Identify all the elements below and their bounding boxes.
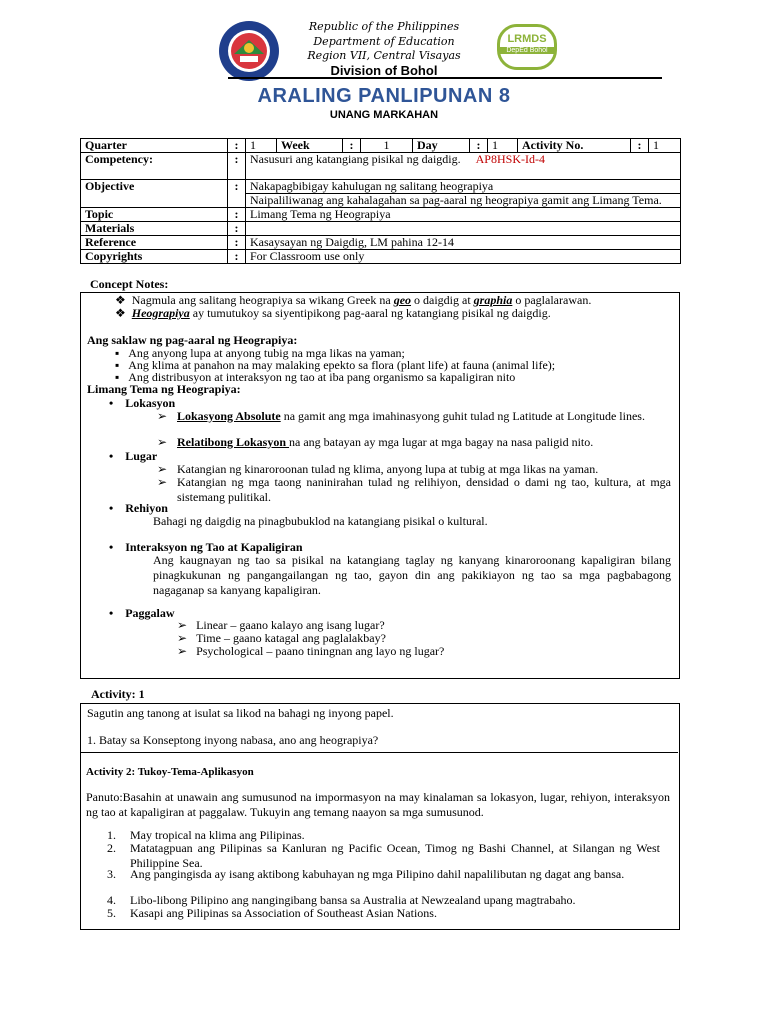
saklaw-item-text: Ang klima at panahon na may malaking epekto sa flora (plant life) at fauna (animal life); bbox=[128, 358, 556, 372]
colon: : bbox=[228, 139, 246, 153]
objective-line-1: Nakapagbibigay kahulugan ng salitang heograpiya bbox=[246, 180, 680, 194]
lokasyon-relatibo bbox=[177, 435, 593, 450]
square-bullet-icon: ▪ bbox=[115, 370, 120, 384]
department-line: Department of Education bbox=[313, 35, 455, 48]
objective-row bbox=[81, 180, 681, 208]
copyrights-label: Copyrights bbox=[81, 250, 228, 264]
activity2-item: Libo-libong Pilipino ang nangingibang bansa sa Australia at Newzealand upang magtrabaho. bbox=[130, 893, 576, 907]
lugar-item: Katangian ng kinaroroonan tulad ng klima, anyong lupa at tubig at mga likas na yaman. bbox=[177, 462, 599, 476]
quarter-value: 1 bbox=[246, 139, 277, 153]
competency-label: Competency: bbox=[81, 153, 228, 180]
page-subtitle: UNANG MARKAHAN bbox=[329, 109, 439, 121]
reference-label: Reference bbox=[81, 236, 228, 250]
bullet1-text-a: Nagmula ang salitang heograpiya sa wikang Greek na bbox=[131, 293, 394, 307]
week-value: 1 bbox=[361, 139, 413, 153]
materials-value bbox=[246, 222, 681, 236]
reference-row bbox=[81, 236, 681, 250]
quarter-label: Quarter bbox=[81, 139, 228, 153]
colon: : bbox=[228, 222, 246, 236]
term-geo: geo bbox=[393, 293, 412, 307]
interaksyon-desc: Ang kaugnayan ng tao sa pisikal na katangiang taglay ng kanyang kinaroroonang kapaligiran bilang pinagkukunan ng pangangailangan ng tao, gayon din ang pakikiayon ng tao sa mga pagbabagong nagaganap sa kanyang kapaligiran. bbox=[153, 553, 671, 597]
activity1-question: 1. Batay sa Konseptong inyong nabasa, ano ang heograpiya? bbox=[87, 733, 379, 747]
materials-row bbox=[81, 222, 681, 236]
materials-label: Materials bbox=[81, 222, 228, 236]
lrmds-logo bbox=[497, 24, 557, 70]
topic-value: Limang Tema ng Heograpiya bbox=[246, 208, 681, 222]
colon: : bbox=[228, 236, 246, 250]
competency-text: Nasusuri ang katangiang pisikal ng daigdig. bbox=[250, 152, 461, 166]
item-number: 4. bbox=[107, 893, 116, 907]
activity2-item: Matatagpuan ang Pilipinas sa Kanluran ng Pacific Ocean, Timog ng Bashi Channel, at Silangan ng West Philippine Sea. bbox=[130, 841, 660, 870]
activity-no-label: Activity No. bbox=[518, 139, 631, 153]
republic-line: Republic of the Philippines bbox=[308, 20, 460, 33]
limang-tema-heading: Limang Tema ng Heograpiya: bbox=[87, 382, 241, 396]
lokasyon-absolute-desc: na gamit ang mga imahinasyong guhit tulad ng Latitude at Longitude lines. bbox=[280, 409, 645, 423]
week-label: Week bbox=[277, 139, 343, 153]
lugar-item: Katangian ng mga taong naninirahan tulad ng relihiyon, densidad o dami ng tao, kultura, at mga sistemang pulitikal. bbox=[177, 475, 671, 504]
region-line: Region VII, Central Visayas bbox=[307, 49, 461, 62]
lrmds-logo-text: LRMDS bbox=[507, 33, 547, 45]
bullet-dot-icon: • bbox=[109, 540, 114, 554]
theme-paggalaw-label: Paggalaw bbox=[125, 606, 175, 620]
day-label: Day bbox=[413, 139, 470, 153]
bullet-dot-icon: • bbox=[109, 606, 114, 620]
term-lokasyong-absolute: Lokasyong Absolute bbox=[177, 409, 281, 423]
rehiyon-desc: Bahagi ng daigdig na pinagbubuklod na katangiang pisikal o kultural. bbox=[153, 514, 488, 528]
square-bullet-icon: ▪ bbox=[115, 346, 120, 360]
bullet-dot-icon: • bbox=[109, 449, 114, 463]
saklaw-item-text: Ang distribusyon at interaksyon ng tao at iba pang organismo sa kapaligiran nito bbox=[128, 370, 516, 384]
paggalaw-item-text: Psychological – paano tiningnan ang layo ng lugar? bbox=[196, 644, 445, 658]
concept-notes-heading: Concept Notes: bbox=[90, 277, 169, 291]
paggalaw-item-text: Time – gaano katagal ang paglalakbay? bbox=[196, 631, 386, 645]
arrow-icon: ➢ bbox=[157, 462, 168, 476]
bullet1-text-c: o paglalarawan. bbox=[512, 293, 592, 307]
square-bullet-icon: ▪ bbox=[115, 358, 120, 372]
term-heograpiya: Heograpiya bbox=[131, 306, 190, 320]
paggalaw-item bbox=[177, 644, 444, 659]
page-title: ARALING PANLIPUNAN 8 bbox=[257, 85, 511, 107]
lokasyon-relatibo-desc: na ang batayan ay mga lugar at mga bagay na nasa paligid nito. bbox=[289, 435, 594, 449]
activity2-title: Activity 2: Tukoy-Tema-Aplikasyon bbox=[86, 766, 254, 778]
lesson-info-table bbox=[80, 138, 681, 264]
colon: : bbox=[228, 153, 246, 180]
objective-label: Objective bbox=[81, 180, 228, 208]
colon: : bbox=[228, 208, 246, 222]
colon: : bbox=[631, 139, 649, 153]
arrow-icon: ➢ bbox=[157, 409, 168, 423]
colon: : bbox=[470, 139, 488, 153]
bullet2-text: ay tumutukoy sa siyentipikong pag-aaral ng katangiang pisikal ng daigdig. bbox=[189, 306, 551, 320]
theme-lugar-label: Lugar bbox=[125, 449, 158, 463]
concept-notes-box bbox=[80, 292, 680, 679]
theme-lokasyon-label: Lokasyon bbox=[125, 396, 176, 410]
division-name: Division of Bohol bbox=[330, 63, 438, 78]
bullet-dot-icon: • bbox=[109, 501, 114, 515]
topic-label: Topic bbox=[81, 208, 228, 222]
lrmds-logo-sub: DepEd Bohol bbox=[500, 47, 554, 54]
copyrights-value: For Classroom use only bbox=[246, 250, 681, 264]
bullet1-text-b: o daigdig at bbox=[411, 293, 474, 307]
arrow-icon: ➢ bbox=[157, 475, 168, 489]
arrow-icon: ➢ bbox=[157, 435, 168, 449]
activity2-item: May tropical na klima ang Pilipinas. bbox=[130, 828, 305, 842]
activity-no-value: 1 bbox=[649, 139, 681, 153]
item-number: 5. bbox=[107, 906, 116, 920]
concept-bullet-2 bbox=[115, 306, 551, 321]
theme-interaksyon-label: Interaksyon ng Tao at Kapaligiran bbox=[125, 540, 303, 554]
diamond-bullet-icon: ❖ bbox=[115, 293, 126, 307]
term-relatibong-lokasyon: Relatibong Lokasyon bbox=[177, 435, 290, 449]
lokasyon-absolute bbox=[177, 409, 671, 424]
colon: : bbox=[343, 139, 361, 153]
quarter-row bbox=[81, 139, 681, 153]
paggalaw-item-text: Linear – gaano kalayo ang isang lugar? bbox=[196, 618, 385, 632]
activity2-panuto: Panuto:Basahin at unawain ang sumusunod na impormasyon na may kinalaman sa lokasyon, lugar, rehiyon, interaksyon ng tao at kapaligiran at paggalaw. Tukuyin ang temang naayon sa mga sumusunod. bbox=[86, 790, 670, 819]
bullet-dot-icon: • bbox=[109, 396, 114, 410]
activity2-item: Kasapi ang Pilipinas sa Association of Southeast Asian Nations. bbox=[130, 906, 437, 920]
competency-code: AP8HSK-Id-4 bbox=[475, 152, 545, 166]
objective-value bbox=[246, 180, 681, 208]
arrow-icon: ➢ bbox=[177, 644, 188, 658]
copyrights-row bbox=[81, 250, 681, 264]
arrow-icon: ➢ bbox=[177, 631, 188, 645]
item-number: 3. bbox=[107, 867, 116, 881]
theme-paggalaw bbox=[109, 606, 175, 621]
arrow-icon: ➢ bbox=[177, 618, 188, 632]
saklaw-heading: Ang saklaw ng pag-aaral ng Heograpiya: bbox=[87, 333, 298, 347]
objective-line-2: Naipaliliwanag ang kahalagahan sa pag-aaral ng heograpiya gamit ang Limang Tema. bbox=[250, 193, 662, 207]
reference-value: Kasaysayan ng Daigdig, LM pahina 12-14 bbox=[246, 236, 681, 250]
item-number: 1. bbox=[107, 828, 116, 842]
activity-divider bbox=[80, 752, 678, 753]
saklaw-item-text: Ang anyong lupa at anyong tubig na mga likas na yaman; bbox=[128, 346, 405, 360]
colon: : bbox=[228, 250, 246, 264]
colon: : bbox=[228, 180, 246, 208]
topic-row bbox=[81, 208, 681, 222]
competency-value bbox=[246, 153, 681, 180]
header-rule bbox=[228, 77, 662, 79]
term-graphia: graphia bbox=[473, 293, 513, 307]
day-value: 1 bbox=[488, 139, 518, 153]
theme-rehiyon-label: Rehiyon bbox=[125, 501, 168, 515]
activity1-label: Activity: 1 bbox=[91, 687, 145, 701]
theme-lugar bbox=[109, 449, 157, 464]
activity1-instruction: Sagutin ang tanong at isulat sa likod na bahagi ng inyong papel. bbox=[87, 706, 394, 720]
competency-row bbox=[81, 153, 681, 180]
item-number: 2. bbox=[107, 841, 116, 855]
diamond-bullet-icon: ❖ bbox=[115, 306, 126, 320]
activity2-item: Ang pangingisda ay isang aktibong kabuhayan ng mga Pilipino dahil napalilibutan ng dagat ang bansa. bbox=[130, 867, 625, 881]
